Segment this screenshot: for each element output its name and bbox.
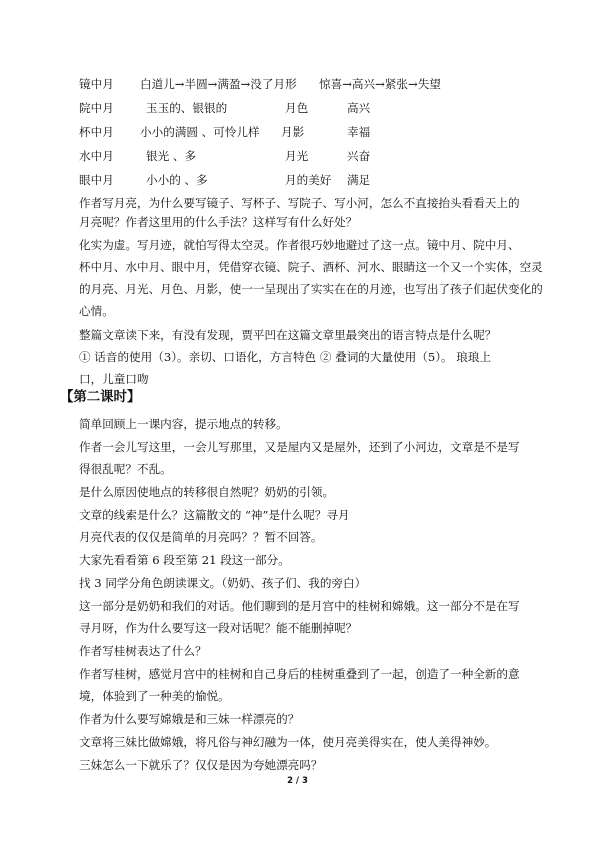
row-desc: 玉玉的、银银的 [146, 101, 228, 115]
paragraph-line: 大家先看看第 6 段至第 21 段这一部分。 [79, 553, 290, 567]
row-feel: 幸福 [347, 125, 371, 139]
paragraph-line: 简单回顾上一课内容，提示地点的转移。 [79, 417, 288, 431]
paragraph-line: 是什么原因使地点的转移很自然呢？奶奶的引领。 [79, 485, 335, 499]
paragraph-line: 月亮呢？作者这里用的什么手法？这样写有什么好处？ [79, 215, 358, 229]
paragraph-line: 找 3 同学分角色朗读课文。（奶奶、孩子们、我的旁白） [79, 576, 367, 590]
paragraph-line: 月亮代表的仅仅是简单的月亮吗？？暂不回答。 [79, 530, 323, 544]
paragraph-line: 的月亮、月光、月色、月影，使一一呈现出了实实在在的月迹，也写出了孩子们起伏变化的 [79, 282, 543, 296]
row-desc: 白道儿→半圆→满盈→没了月形 [140, 77, 297, 91]
row-label: 杯中月 [79, 125, 114, 139]
paragraph-line: 杯中月、水中月、眼中月，凭借穿衣镜、院子、酒杯、河水、眼睛这一个又一个实体，空灵 [79, 260, 543, 274]
row-form: 月光 [285, 149, 309, 163]
paragraph-line: 文章的线索是什么？这篇散文的 “神”是什么呢？寻月 [79, 508, 350, 522]
paragraph-line: 整篇文章读下来，有没有发现，贾平凹在这篇文章里最突出的语言特点是什么呢？ [79, 328, 497, 342]
paragraph-line: ① 话音的使用（3）。亲切、口语化，方言特色 ② 叠词的大量使用（5）。 琅琅上 [79, 350, 492, 364]
paragraph-line: 作者一会儿写这里，一会儿写那里，又是屋内又是屋外，还到了小河边，文章是不是写 [79, 440, 520, 454]
row-feel: 高兴 [347, 101, 371, 115]
row-feel: 兴奋 [347, 149, 371, 163]
page-number: 2 / 3 [287, 776, 308, 786]
paragraph-line: 化实为虚。写月迹，就怕写得太空灵。作者很巧妙地避过了这一点。镜中月、院中月、 [79, 238, 520, 252]
row-desc: 小小的 、多 [146, 173, 208, 187]
section-heading: 【第二课时】 [60, 390, 141, 405]
row-label: 水中月 [79, 149, 114, 163]
paragraph-line: 得很乱呢？不乱。 [79, 462, 172, 476]
paragraph-line: 心情。 [79, 304, 114, 318]
row-feel: 惊喜→高兴→紧张→失望 [319, 77, 441, 91]
row-form: 月影 [281, 125, 305, 139]
paragraph-line: 作者为什么要写嫦娥是和三妹一样漂亮的？ [79, 712, 300, 726]
row-form: 月色 [285, 101, 309, 115]
row-desc: 银光 、多 [146, 149, 197, 163]
paragraph-line: 境，体验到了一种美的愉悦。 [79, 689, 230, 703]
row-label: 眼中月 [79, 173, 114, 187]
paragraph-line: 寻月呀，作为什么要写这一段对话呢？能不能删掉呢？ [79, 621, 358, 635]
row-form: 月的美好 [285, 173, 332, 187]
paragraph-line: 口，儿童口吻 [79, 372, 149, 386]
paragraph-line: 这一部分是奶奶和我们的对话。他们聊到的是月宫中的桂树和嫦娥。这一部分不是在写 [79, 599, 520, 613]
row-label: 镜中月 [79, 77, 114, 91]
row-desc: 小小的满圆 、可怜儿样 [140, 125, 260, 139]
paragraph-line: 文章将三妹比做嫦娥，将凡俗与神幻融为一体，使月亮美得实在，使人美得神妙。 [79, 735, 497, 749]
row-label: 院中月 [79, 101, 114, 115]
paragraph-line: 作者写桂树表达了什么？ [79, 644, 207, 658]
row-feel: 满足 [347, 173, 371, 187]
paragraph-line: 作者写月亮，为什么要写镜子、写杯子、写院子、写小河，怎么不直接抬头看看天上的 [79, 196, 520, 210]
paragraph-line: 作者写桂树，感觉月宫中的桂树和自己身后的桂树重叠到了一起，创造了一种全新的意 [79, 667, 520, 681]
paragraph-line: 三妹怎么一下就乐了？仅仅是因为夸她漂亮吗？ [79, 758, 323, 772]
